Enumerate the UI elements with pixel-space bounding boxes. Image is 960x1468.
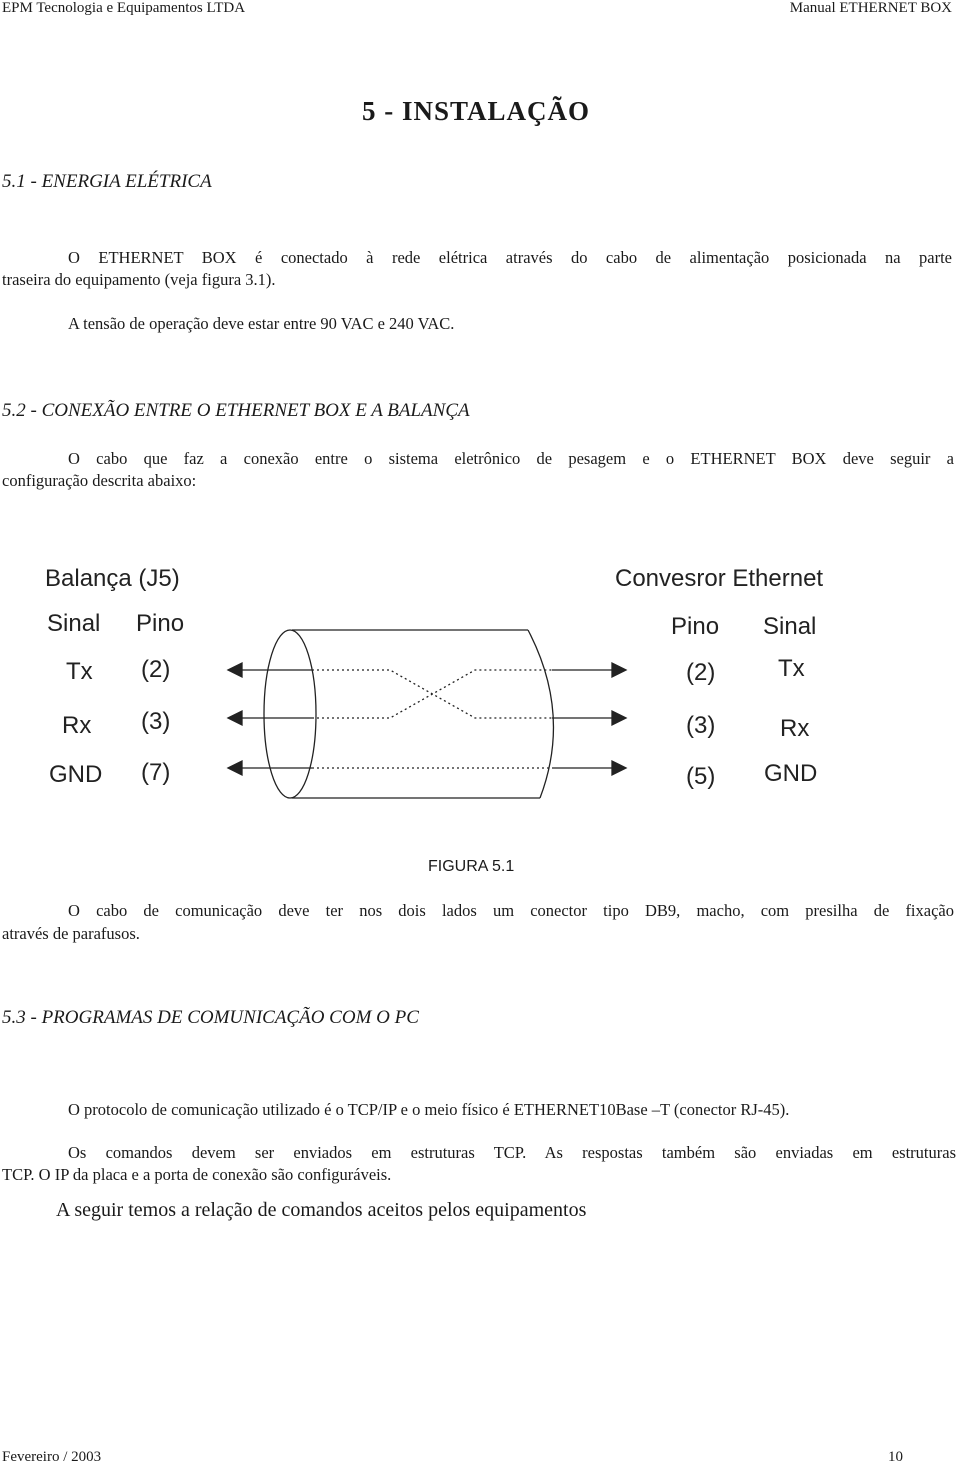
section-5-3-intro-sentence: A seguir temos a relação de comandos aceitos pelos equipamentos [56,1199,587,1221]
header-manual-title: Manual ETHERNET BOX [789,0,952,16]
arrow-icon [228,711,242,725]
diagram-right-pin: (2) [686,659,716,686]
diagram-right-signal: GND [764,760,818,787]
section-5-2-connector-paragraph-line: através de parafusos. [2,924,140,943]
section-heading-5-3: 5.3 - PROGRAMAS DE COMUNICAÇÃO COM O PC [2,1007,419,1028]
diagram-left-pin: (7) [141,759,171,786]
diagram-right-signal: Rx [780,715,810,742]
section-5-2-paragraph-line: O cabo que faz a conexão entre o sistema eletrônico de pesagem e o ETHERNET BOX deve seguir a [68,449,954,468]
wire-cross-2 [312,670,552,718]
arrow-icon [228,663,242,677]
diagram-left-pin: (3) [141,708,171,735]
arrow-icon [612,663,626,677]
section-heading-5-2: 5.2 - CONEXÃO ENTRE O ETHERNET BOX E A BALANÇA [2,400,470,421]
section-heading-5-1: 5.1 - ENERGIA ELÉTRICA [2,171,212,192]
diagram-left-title: Balança (J5) [45,565,180,592]
section-5-1-paragraph-line: O ETHERNET BOX é conectado à rede elétrica através do cabo de alimentação posicionada na parte [68,248,952,267]
section-5-3-commands-paragraph-line: TCP. O IP da placa e a porta de conexão são configuráveis. [2,1165,392,1184]
section-5-3-protocol-paragraph: O protocolo de comunicação utilizado é o TCP/IP e o meio físico é ETHERNET10Base –T (conector RJ-45). [68,1100,790,1119]
diagram-left-signal: GND [49,761,103,788]
header-company: EPM Tecnologia e Equipamentos LTDA [2,0,246,16]
diagram-right-sinal-header: Sinal [763,613,817,640]
footer-date: Fevereiro / 2003 [2,1449,102,1465]
figure-caption: FIGURA 5.1 [428,858,515,875]
section-5-2-paragraph-line: configuração descrita abaixo: [2,471,197,490]
diagram-right-pino-header: Pino [671,613,720,640]
arrow-icon [228,761,242,775]
diagram-left-pin: (2) [141,656,171,683]
section-5-1-voltage-paragraph: A tensão de operação deve estar entre 90 VAC e 240 VAC. [68,314,455,333]
footer-page-number: 10 [888,1449,903,1465]
diagram-right-signal: Tx [778,655,805,682]
chapter-title: 5 - INSTALAÇÃO [362,96,591,126]
diagram-right-title: Convesror Ethernet [615,565,824,592]
arrow-icon [612,761,626,775]
diagram-left-sinal-header: Sinal [47,610,101,637]
cable-left-end [264,630,316,798]
section-5-2-connector-paragraph-line: O cabo de comunicação deve ter nos dois lados um conector tipo DB9, macho, com presilha de fixação [68,901,954,920]
diagram-right-pin: (3) [686,712,716,739]
section-5-1-paragraph-line: traseira do equipamento (veja figura 3.1). [2,270,276,289]
diagram-left-pino-header: Pino [136,610,185,637]
diagram-left-signal: Rx [62,712,92,739]
arrow-icon [612,711,626,725]
section-5-3-commands-paragraph-line: Os comandos devem ser enviados em estruturas TCP. As respostas também são enviadas em estruturas [68,1143,956,1162]
diagram-right-pin: (5) [686,763,716,790]
diagram-left-signal: Tx [66,658,93,685]
cable-right-end [528,630,553,798]
